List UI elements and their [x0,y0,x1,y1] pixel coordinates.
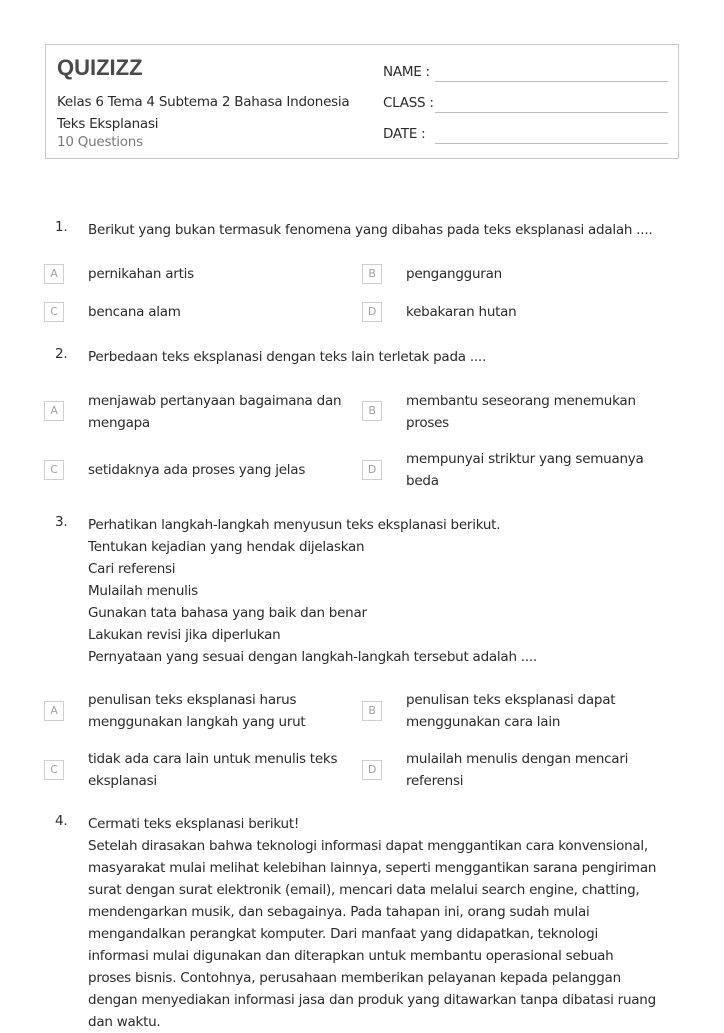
question-number: 2. [55,346,68,362]
quizizz-logo: QUIZIZZ [57,55,143,80]
option-letter-box[interactable]: C [44,302,64,322]
option-letter-box[interactable]: B [362,401,382,421]
worksheet-title: Kelas 6 Tema 4 Subtema 2 Bahasa Indonesia [57,94,350,110]
option-text: membantu seseorang menemukan proses [406,393,636,431]
worksheet-subtitle: Teks Eksplanasi [57,116,159,132]
question-text: Cermati teks eksplanasi berikut! Setelah dirasakan bahwa teknologi informasi dapat menggantikan cara konvensional, masyarakat mulai melihat kelebihan lainnya, seperti menggantikan sarana pengiriman surat dengan surat elektronik (email), mencari data melalui search engine, chatting, mendengarkan musik, dan sebagainya. Pada tahapan ini, orang sudah mulai mengandalkan perangkat komputer. Dari manfaat yang didapatkan, teknologi informasi mulai digunakan dan diterapkan untuk membantu operasional sebuah proses bisnis. Contohnya, perusahaan memberikan pelayanan kepada pelanggan dengan menyediakan informasi jasa dan produk yang ditawarkan tanpa dibatasi ruang dan waktu. [88,816,657,1030]
worksheet-header [45,44,679,159]
option-letter-box[interactable]: D [362,760,382,780]
option-text: bencana alam [88,304,181,320]
question-number: 4. [55,813,68,829]
name-label: NAME : [383,64,430,80]
option-text: penulisan teks eksplanasi harus menggunakan langkah yang urut [88,692,306,730]
question-text: Perbedaan teks eksplanasi dengan teks lain terletak pada .... [88,349,487,365]
name-line [435,81,668,82]
option-letter-box[interactable]: C [44,460,64,480]
class-label: CLASS : [383,95,434,111]
question-text: Perhatikan langkah-langkah menyusun teks eksplanasi berikut. Tentukan kejadian yang hendak dijelaskan Cari referensi Mulailah menulis Gunakan tata bahasa yang baik dan benar Lakukan revisi jika diperlukan Pernyataan yang sesuai dengan langkah-langkah tersebut adalah .... [88,517,537,665]
option-text: pernikahan artis [88,266,194,282]
option-text: tidak ada cara lain untuk menulis teks eksplanasi [88,751,338,789]
question-text: Berikut yang bukan termasuk fenomena yang dibahas pada teks eksplanasi adalah .... [88,222,653,238]
option-letter-box[interactable]: B [362,264,382,284]
date-line [435,143,668,144]
question-count: 10 Questions [57,134,143,150]
option-text: setidaknya ada proses yang jelas [88,462,306,478]
class-line [435,112,668,113]
option-letter-box[interactable]: A [44,264,64,284]
option-letter-box[interactable]: D [362,460,382,480]
question-number: 3. [55,514,68,530]
option-letter-box[interactable]: D [362,302,382,322]
option-text: menjawab pertanyaan bagaimana dan mengapa [88,393,342,431]
option-text: pengangguran [406,266,502,282]
option-letter-box[interactable]: A [44,701,64,721]
option-text: kebakaran hutan [406,304,517,320]
question-number: 1. [55,219,68,235]
option-letter-box[interactable]: A [44,401,64,421]
option-text: penulisan teks eksplanasi dapat menggunakan cara lain [406,692,616,730]
option-text: mulailah menulis dengan mencari referensi [406,751,629,789]
date-label: DATE : [383,126,426,142]
option-text: mempunyai striktur yang semuanya beda [406,451,644,489]
option-letter-box[interactable]: B [362,701,382,721]
option-letter-box[interactable]: C [44,760,64,780]
